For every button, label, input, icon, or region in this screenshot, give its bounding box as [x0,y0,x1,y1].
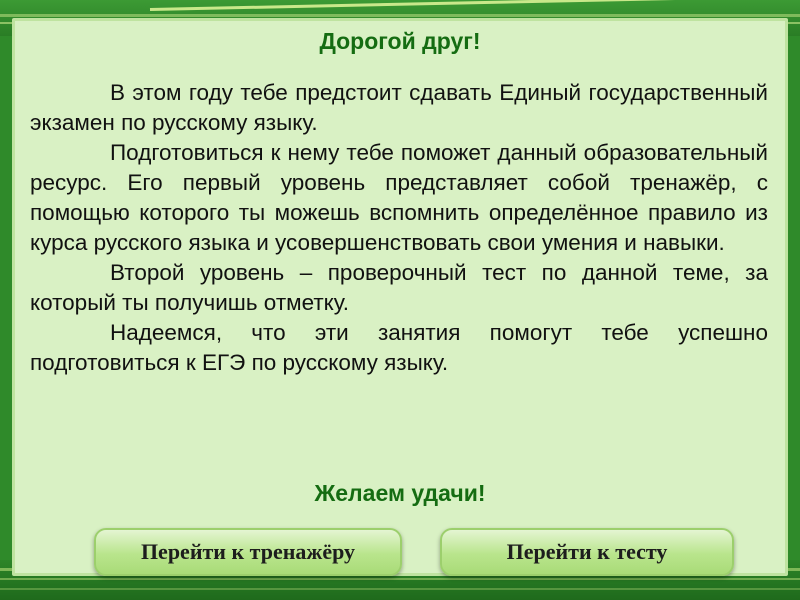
paragraph: Второй уровень – проверочный тест по данной теме, за который ты получишь отметку. [30,260,768,315]
go-to-trainer-button[interactable]: Перейти к тренажёру [94,528,402,576]
go-to-test-button[interactable]: Перейти к тесту [440,528,734,576]
decor-line [150,0,800,11]
paragraph: В этом году тебе предстоит сдавать Единый государственный экзамен по русскому языку. [30,80,768,135]
letter-closing: Желаем удачи! [314,480,486,506]
letter-body [30,78,768,378]
paragraph: Надеемся, что эти занятия помогут тебе успешно подготовиться к ЕГЭ по русскому языку. [30,320,768,375]
letter-title: Дорогой друг! [319,28,481,54]
decor-line [0,578,800,580]
decor-line [0,588,800,590]
paragraph: Подготовиться к нему тебе поможет данный образовательный ресурс. Его первый уровень представляет собой тренажёр, с помощью которого ты можешь вспомнить определённое правило из курса русского языка и усовершенствовать свои умения и навыки. [30,140,768,255]
decor-line [0,14,800,17]
